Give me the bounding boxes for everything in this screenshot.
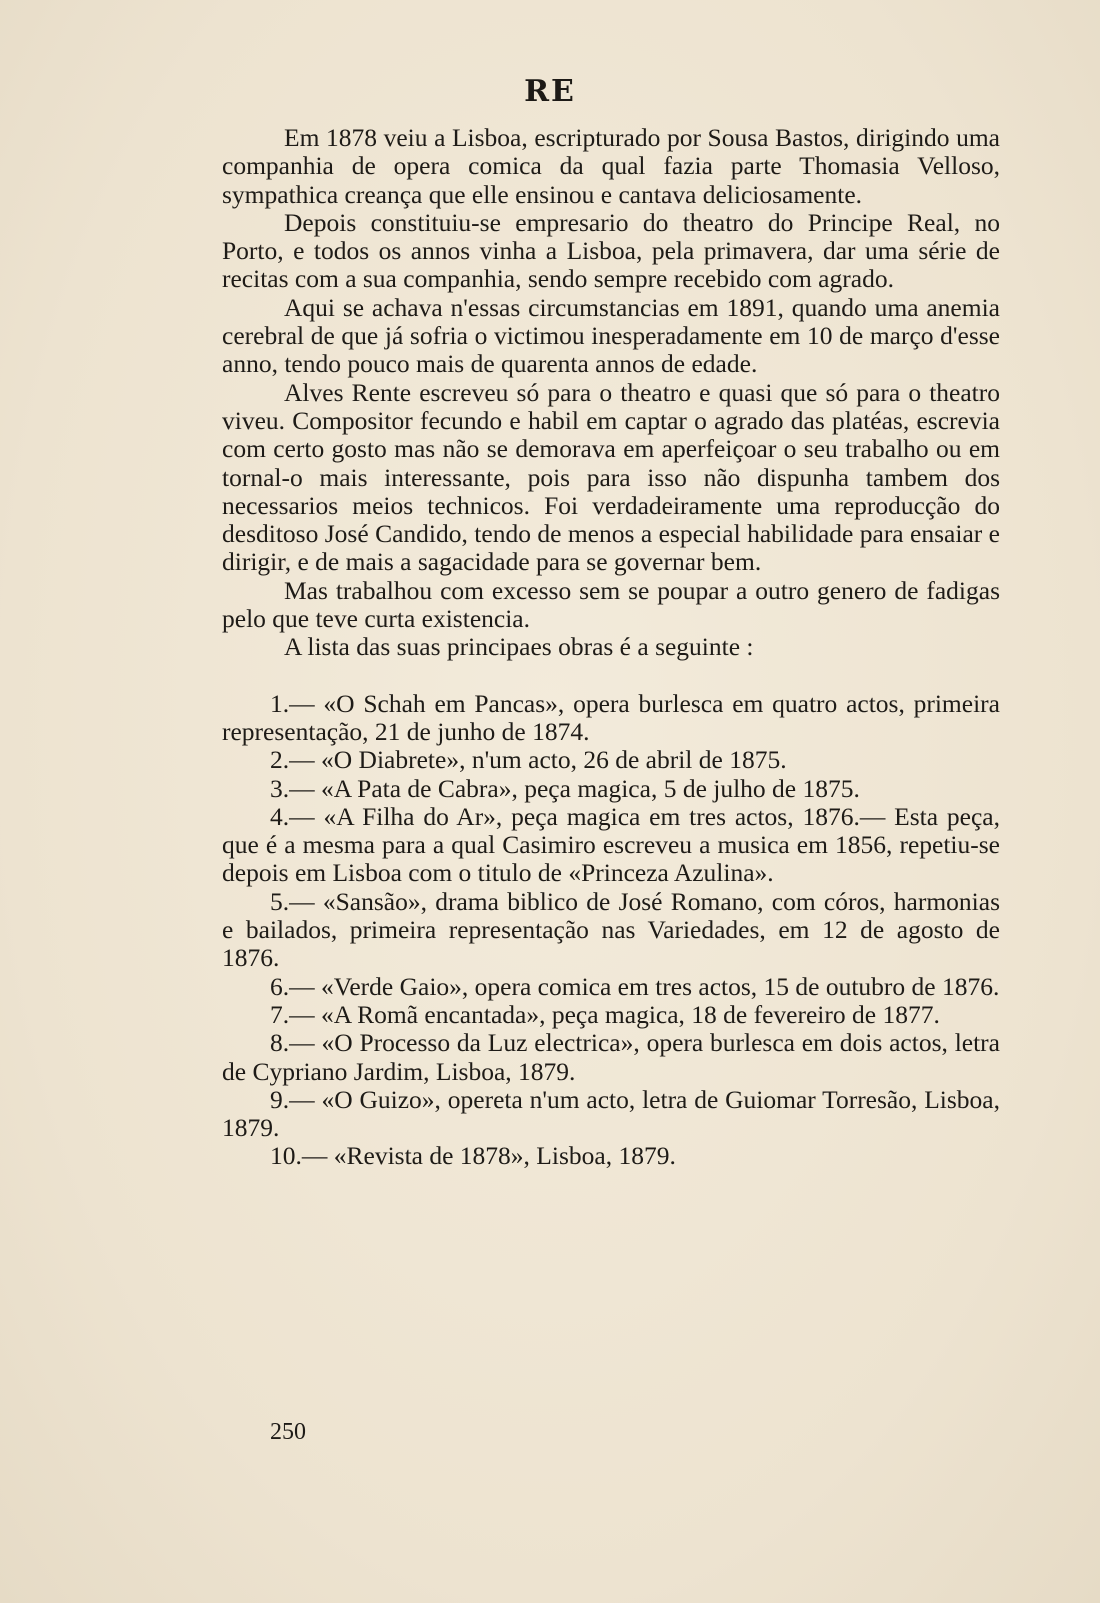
work-entry: 6.— «Verde Gaio», opera comica em tres actos, 15 de outubro de 1876.	[270, 971, 1000, 1001]
work-entry: 5.— «Sansão», drama biblico de José Romano, com córos, harmonias e bailados, primeira representação nas Variedades, em 12 de agosto de 1876.	[222, 886, 1000, 973]
work-entry: 7.— «A Romã encantada», peça magica, 18 de fevereiro de 1877.	[270, 999, 940, 1029]
work-entry: 3.— «A Pata de Cabra», peça magica, 5 de julho de 1875.	[270, 773, 860, 803]
page-number: 250	[270, 1419, 306, 1445]
paragraph: A lista das suas principaes obras é a seguinte :	[284, 632, 754, 662]
text-block	[222, 124, 1000, 1171]
paragraph: Alves Rente escreveu só para o theatro e quasi que só para o theatro viveu. Compositor fecundo e habil em captar o agrado das platéas, escrevia com certo gosto mas não se demorava em aperfeiçoar o seu trabalho ou em tornal-o mais interessante, pois para isso não dispunha tambem dos necessarios meios technicos. Foi verdadeiramente uma reproducção do desditoso José Candido, tendo de menos a especial habilidade para ensaiar e dirigir, e de mais a sagacidade para se governar bem.	[222, 377, 1000, 577]
running-head: RE	[524, 74, 576, 109]
paragraph: Depois constituiu-se empresario do theatro do Principe Real, no Porto, e todos os annos vinha a Lisboa, pela primavera, dar uma série de recitas com a sua companhia, sendo sempre recebido com agrado.	[222, 207, 1000, 294]
work-entry: 9.— «O Guizo», opereta n'um acto, letra de Guiomar Torresão, Lisboa, 1879.	[222, 1084, 1000, 1143]
work-entry: 10.— «Revista de 1878», Lisboa, 1879.	[270, 1141, 676, 1171]
paragraph: Aqui se achava n'essas circumstancias em 1891, quando uma anemia cerebral de que já sofria o victimou inesperadamente em 10 de março d'esse anno, tendo pouco mais de quarenta annos de edade.	[222, 292, 1000, 379]
paragraph: Em 1878 veiu a Lisboa, escripturado por Sousa Bastos, dirigindo uma companhia de opera comica da qual fazia parte Thomasia Velloso, sympathica creança que elle ensinou e cantava deliciosamente.	[222, 123, 1000, 209]
work-entry: 2.— «O Diabrete», n'um acto, 26 de abril de 1875.	[270, 745, 787, 775]
work-entry: 1.— «O Schah em Pancas», opera burlesca em quatro actos, primeira representação, 21 de junho de 1874.	[222, 688, 1000, 746]
work-entry: 8.— «O Processo da Luz electrica», opera burlesca em dois actos, letra de Cypriano Jardim, Lisboa, 1879.	[222, 1028, 1000, 1086]
section-gap	[222, 662, 1000, 690]
work-entry: 4.— «A Filha do Ar», peça magica em tres actos, 1876.— Esta peça, que é a mesma para a qual Casimiro escreveu a musica em 1856, repetiu-se depois em Lisboa com o titulo de «Princeza Azulina».	[222, 801, 1000, 888]
paragraph: Mas trabalhou com excesso sem se poupar a outro genero de fadigas pelo que teve curta existencia.	[222, 575, 1000, 634]
